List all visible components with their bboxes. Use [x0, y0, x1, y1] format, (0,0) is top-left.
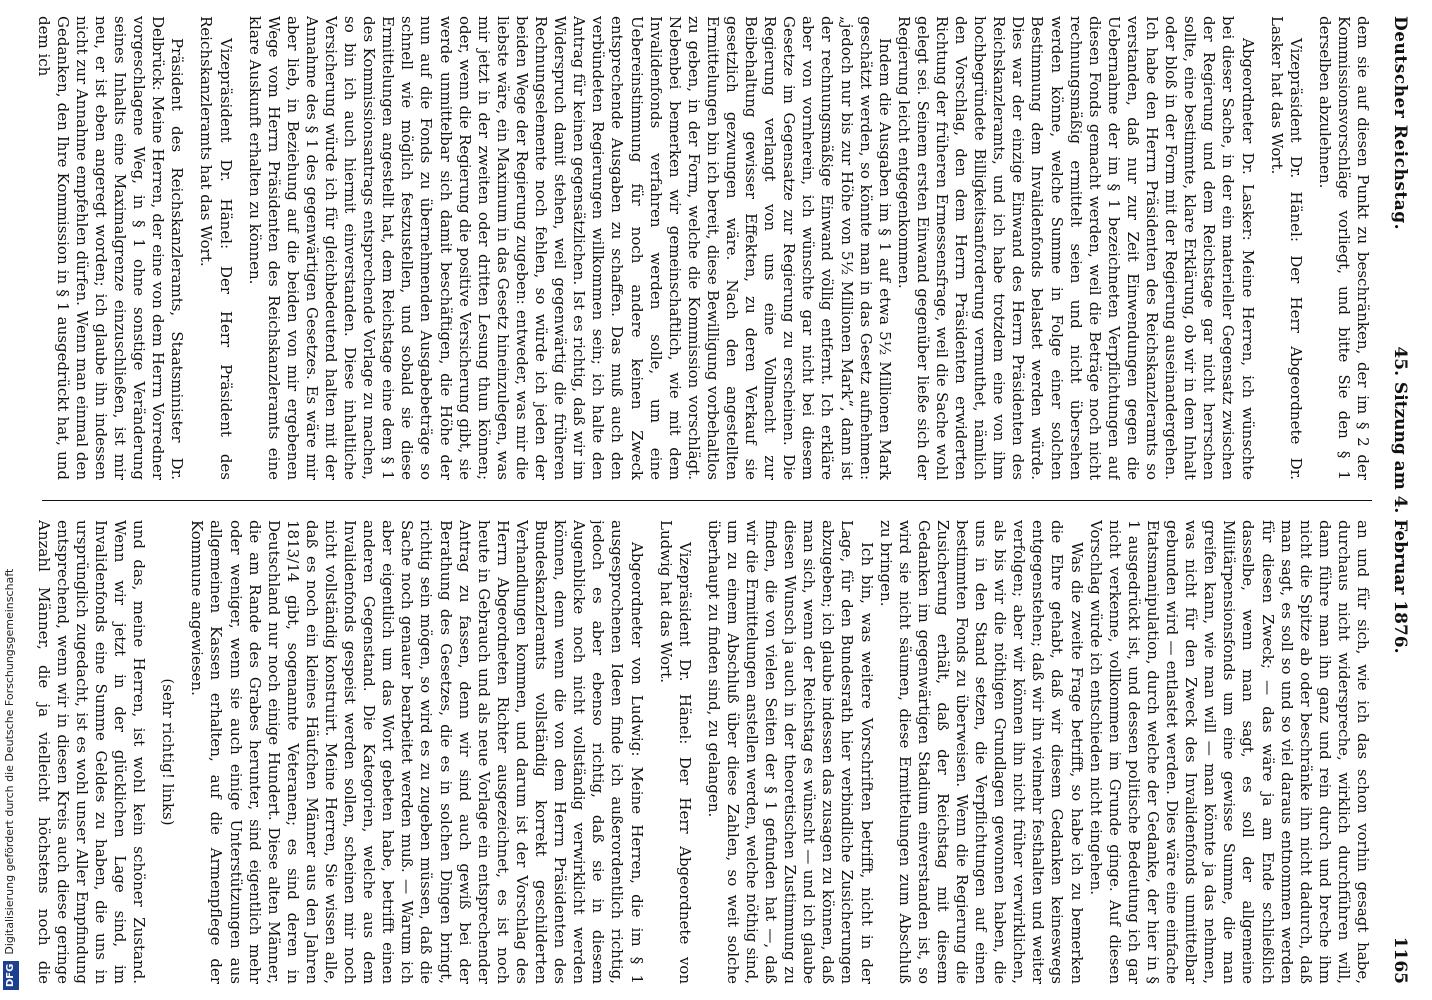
dfg-logo: DFG [3, 961, 19, 990]
paragraph: an und für sich, wie ich das schon vorhin gesagt habe, durchaus nicht widerspreche, wirklich durchführen will, dann führe man ihn ganz und rein durch und breche ihm nicht die Spitze ab oder beschränke ihn nicht dadurch, daß man sagt, es soll so und so viel daraus entnommen werden für diesen Zweck; — das wäre ja am Ende schließlich dasselbe, wenn man sagt, es soll der allgemeine Militärpensionsfonds um eine gewisse Summe, die man greifen kann, wie man will — man könnte ja das nehmen, was nicht für den Zweck des Invalidenfonds unmittelbar gebunden wird — entlastet werden. Dies wäre eine einfache Etatsmanipulation, durch welche der Gedanke, der hier in § 1 ausgedrückt ist, und dessen politische Bedeutung ich gar nicht verkenne, vollkommen im Grunde ginge. Auf diesen Vorschlag würde ich entschieden nicht eingehen. [1086, 520, 1372, 984]
speech-paragraph: und das, meine Herren, ist wohl kein schöner Zustand. Wenn wir jetzt in der glücklichen Lage sind, im Invalidenfonds eine Summe Geldes zu haben, die uns in ursprünglich zugedacht, ist es wohl unser Aller Empfindung entsprechend, wenn wir in diesen Kreis auch diese geringe Anzahl Männer, die ja vielleicht höchstens noch die [34, 520, 149, 984]
speech-paragraph: Was die zweite Frage betrifft, so habe ich zu bemerken die Ehre gehabt, daß wir diesem Gedanken keineswegs entgegenstehen; daß wir ihn vielmehr festhalten und weiter verfolgen; aber wir können ihn nicht früher verwirklichen, als bis wir die nöthigen Grundlagen gewonnen haben, die uns in den Stand setzen, die Verpflichtungen auf einen bestimmten Fonds zu überweisen. Wenn die Regierung die Zusicherung erhält, daß der Reichstag mit diesem Gedanken im gegenwärtigen Stadium einverstanden ist, so wird sie nicht säumen, diese Ermittelungen zum Abschluß zu bringen. [876, 520, 1086, 984]
speaker-intro: Vizepräsident Dr. Hänel: Der Herr Abgeordnete Dr. Lasker hat das Wort. [1267, 16, 1305, 480]
session-line: 45. Sitzung am 4. Februar 1876. [1390, 346, 1410, 654]
page-header [1374, 16, 1416, 984]
speech-paragraph: Präsident des Reichskanzleramts, Staatsminister Dr. Delbrück: Meine Herren, der eine von dem Herrn Vorredner vorgeschlagene Weg, in § 1 ohne sonstige Veränderung seines Inhalts eine Maximalgrenze einzuschließen, ist mir neu, er ist eben angeregt worden; ich glaube ihn indessen nicht zur Annahme empfehlen dürfen. Wenn man einmal den Gedanken, den Ihre Kommission in § 1 ausgedrückt hat, und dem ich [34, 16, 187, 480]
page-number: 1165 [1390, 936, 1410, 984]
speaker-intro: Vizepräsident Dr. Hänel: Der Herr Abgeordnete von Ludwig hat das Wort. [656, 520, 694, 984]
speech-paragraph: Abgeordneter von Ludwig: Meine Herren, die im § 1 ausgesprochenen Ideen finde ich außerordentlich richtig, jedoch es aber ebenso richtig, daß sie in diesem Augenblicke noch nicht vollständig verwirklicht werden können, denn wenn die von dem Herrn Präsidenten des Bundeskanzleramts vollständig korrekt geschilderten Verhandlungen kommen, und darum ist der Vorschlag des Herrn Abgeordneten Richter ausgezeichnet, es ist noch heute in Gebrauch und als neue Vorlage ein entsprechender Antrag zu fassen, denn wir sind auch gewiß bei der Berathung des Gesetzes, die es in solchen Dingen bringt, richtig sein mögen, so wird es zu zugeben müssen, daß die Sache noch genauer bearbeitet werden muß. — Warum ich aber eigentlich um das Wort gebeten habe, betrifft einen anderen Gegenstand. Die Kategorien, welche aus dem Invalidenfonds gespeist werden sollen, scheinen mir noch nicht vollständig konstruirt. Meine Herren, Sie wissen alle, daß es noch ein kleines Häufchen Männer aus den Jahren 1813/14 gibt, sogenannte Veteranen; es sind deren in Deutschland nur noch einige Hundert. Diese alten Männer, die am Rande des Grabes herunter, sind eigentlich mehr oder weniger, wenn sie auch einige Unterstützungen aus allgemeinen Kassen erhalten, auf die Armenpflege der Kommune angewiesen. [188, 520, 646, 984]
scanned-page [16, 16, 1416, 984]
speech-paragraph: Abgeordneter Dr. Lasker: Meine Herren, ich wünschte bei dieser Sache, in der ein materieller Gegensatz zwischen der Regierung und dem Reichstage gar nicht herrschen sollte, eine bestimmte, klare Erklärung, ob wir in dem Inhalt oder bloß in der Form mit der Regierung auseinandergehen. Ich habe den Herrn Präsidenten des Reichskanzleramts so verstanden, daß nur zur Zeit Einwendungen gegen die Uebernahme der im § 1 bezeichneten Verpflichtungen auf diesen Fonds gemacht werden, weil die Beträge noch nicht rechnungsmäßig ermittelt seien und nicht übersehen werden könne, welche Summe in Folge einer solchen Bestimmung dem Invalidenfonds belastet werden würde. Dies war der einzige Einwand des Herrn Präsidenten des Reichskanzleramts, und ich habe trotzdem eine von ihm hochbegründete Billigkeitsanforderung vermuthet, nämlich den Vorschlag, den dem Herrn Präsidenten erwiderten Richtung der früheren Ermessensfrage, weil die Sache wohl gelegt sei. Seinem ersten Einwand gegenüber ließe sich der Regierung leicht entgegenkommen. [894, 16, 1257, 480]
speech-paragraph: Ich bin, was weitere Vorschriften betrifft, nicht in der Lage, für den Bundesrath hier verbindliche Zusicherungen abzugeben; ich glaube indessen das zusagen zu können, daß man sich, wenn der Reichstag es wünscht — und ich glaube diesen Wunsch ja auch in der theoretischen Zustimmung zu finden, die von vielen Seiten der § 1 gefunden hat —, daß wir die Ermittelungen anstellen werden, welche nöthig sind, um zu einem Abschluß über diese Zahlen, so weit solche überhaupt zu finden sind, zu gelangen. [704, 520, 876, 984]
right-column [32, 520, 1372, 984]
journal-title: Deutscher Reichstag. [1390, 16, 1410, 231]
speech-paragraph: Indem die Ausgaben im § 1 auf etwa 5½ Millionen Mark geschätzt werden, so könnte man in das Gesetz aufnehmen: „jedoch nur bis zur Höhe von 5½ Millionen Mark“, dann ist der rechnungsmäßige Einwand völlig entfernt. Ich erkläre aber von vornherein, ich wünschte gar nicht bei diesem Gesetze im Gegensatze zur Regierung zu erscheinen. Die Regierung verlangt von uns eine Vollmacht zur Beibehaltung gewisser Effekten, zu deren Verkauf sie gesetzlich gezwungen wäre. Nach den angestellten Ermittelungen bin ich bereit, diese Bewilligung vorbehaltlos zu geben, in der Form, welche die Kommission vorschlägt. Nebenbei bemerken wir gemeinschaftlich, wie mit dem Invalidenfonds verfahren werden solle, um eine Uebereinstimmung für noch andere keinen Zweck entsprechende Ausgaben zu schaffen. Das muß auch den verbündeten Regierungen willkommen sein; ich halte den Antrag für keinen gegensätzlichen. Ist es richtig, daß wir im Widerspruch damit stehen, weil gegenwärtig die früheren Rechnungselemente noch fehlen, so würde ich jeden der beiden Wege der Regierung zugeben: entweder, was mir die liebste wäre, ein Maximum in das Gesetz hineinzulegen, was mir jetzt in der zweiten oder dritten Lesung thun können; oder, wenn die Regierung die positive Versicherung gibt, sie werde unmittelbar sich damit beschäftigen, die Höhe der nun auf die Fonds zu übernehmenden Ausgabebeträge so schnell wie möglich festzustellen, und sobald sie diese Ermittelungen angestellt hat, dem Reichstage eine dem § 1 des Kommissionsantrags entsprechende Vorlage zu machen, so bin ich auch hiermit einverstanden. Diese inhaltliche Versicherung würde ich für gleichbedeutend halten mit der Annahme des § 1 des gegenwärtigen Gesetzes. Es wäre mir aber lieb, in Beziehung auf die beiden von mir ergebenen Wege vom Herrn Präsidenten des Reichskanzleramts eine klare Auskunft erhalten zu können. [245, 16, 894, 480]
digitization-footer [2, 0, 20, 1000]
speaker-intro: Vizepräsident Dr. Hänel: Der Herr Präsident des Reichskanzleramts hat das Wort. [197, 16, 235, 480]
digitization-note: Digitalisierung gefördert durch die Deutsche Forschungsgemeinschaft [3, 568, 16, 955]
column-divider [42, 500, 1372, 501]
paragraph: dem sie auf diesen Punkt zu beschränken, der im § 2 der Kommissionsvorschläge vorliegt, und bitte Sie den § 1 derselben abzulehnen. [1315, 16, 1372, 480]
left-column [32, 16, 1372, 480]
interjection: (sehr richtig! links) [159, 678, 178, 826]
